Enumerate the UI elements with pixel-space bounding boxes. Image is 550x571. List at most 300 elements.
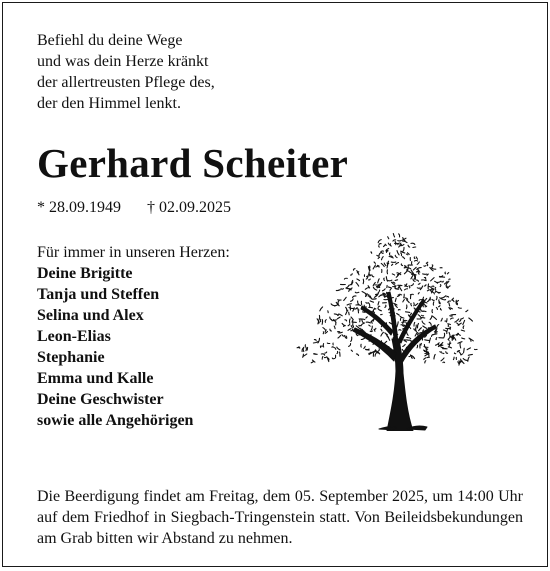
leaf-stroke — [366, 277, 368, 279]
leaf-stroke — [455, 319, 459, 322]
leaf-stroke — [433, 316, 437, 319]
leaf-stroke — [398, 243, 400, 245]
leaf-stroke — [370, 301, 373, 302]
leaf-stroke — [407, 300, 410, 303]
leaf-stroke — [314, 340, 316, 341]
leaf-stroke — [346, 307, 347, 311]
leaf-stroke — [448, 347, 451, 348]
leaf-stroke — [426, 262, 428, 263]
leaf-stroke — [424, 266, 426, 267]
leaf-stroke — [342, 323, 345, 325]
leaf-stroke — [425, 352, 429, 353]
leaf-stroke — [348, 324, 350, 325]
leaf-stroke — [458, 308, 461, 309]
leaf-stroke — [349, 312, 350, 315]
leaf-stroke — [411, 243, 415, 244]
leaf-stroke — [414, 329, 416, 331]
leaf-stroke — [424, 358, 426, 360]
mourner-name: Selina und Alex — [37, 305, 230, 326]
leaf-stroke — [416, 328, 417, 332]
leaf-stroke — [372, 275, 374, 277]
leaf-stroke — [351, 274, 353, 275]
leaf-stroke — [348, 329, 351, 331]
leaf-stroke — [406, 254, 407, 255]
leaf-stroke — [421, 343, 422, 345]
leaf-stroke — [458, 323, 461, 325]
leaf-stroke — [418, 293, 419, 294]
leaf-stroke — [413, 247, 416, 248]
leaf-stroke — [381, 329, 382, 331]
leaf-stroke — [386, 277, 387, 281]
leaf-stroke — [325, 320, 326, 323]
leaf-stroke — [393, 286, 396, 287]
leaf-stroke — [462, 338, 465, 339]
leaf-stroke — [390, 288, 392, 290]
mourner-name: sowie alle Angehörigen — [37, 410, 230, 431]
leaf-stroke — [448, 286, 450, 288]
leaf-stroke — [356, 354, 358, 356]
leaf-stroke — [361, 323, 364, 326]
leaf-stroke — [403, 241, 407, 242]
leaf-stroke — [466, 310, 468, 312]
poem-line: der allertreusten Pflege des, — [37, 72, 215, 93]
leaf-stroke — [332, 358, 334, 359]
leaf-stroke — [374, 328, 375, 329]
leaf-stroke — [429, 322, 431, 325]
leaf-stroke — [379, 244, 381, 245]
leaf-stroke — [364, 346, 365, 348]
leaf-stroke — [408, 245, 410, 247]
leaf-stroke — [383, 289, 386, 291]
life-dates — [37, 199, 253, 217]
leaf-stroke — [369, 303, 370, 307]
leaf-stroke — [334, 326, 335, 329]
leaf-stroke — [432, 300, 434, 301]
leaf-stroke — [371, 252, 372, 253]
funeral-notice: Die Beerdigung findet am Freitag, dem 05. September 2025, um 14:00 Uhr auf dem Friedhof in Siegbach-Tringenstein statt. Von Beileidsbekundungen am Grab bitten wir Abstand zu nehmen. — [37, 486, 523, 549]
leaf-stroke — [323, 332, 324, 334]
leaf-stroke — [425, 340, 430, 341]
leaf-stroke — [446, 352, 448, 354]
leaf-stroke — [357, 279, 360, 281]
leaf-stroke — [407, 269, 408, 271]
leaf-stroke — [369, 325, 370, 326]
leaf-stroke — [441, 318, 442, 321]
leaf-stroke — [431, 291, 432, 293]
leaf-stroke — [415, 304, 418, 306]
mourner-name: Tanja und Steffen — [37, 284, 230, 305]
leaf-stroke — [337, 352, 338, 354]
leaf-stroke — [366, 317, 367, 318]
leaf-stroke — [306, 347, 307, 351]
leaf-stroke — [372, 299, 376, 300]
leaf-stroke — [430, 316, 432, 320]
leaf-stroke — [379, 253, 381, 257]
leaf-stroke — [320, 319, 321, 321]
leaf-stroke — [303, 354, 304, 357]
leaf-stroke — [448, 339, 449, 340]
leaf-stroke — [350, 319, 351, 323]
leaf-stroke — [461, 330, 464, 331]
leaf-stroke — [382, 257, 384, 260]
deceased-name: Gerhard Scheiter — [37, 139, 348, 187]
leaf-stroke — [369, 352, 371, 353]
leaf-stroke — [416, 280, 418, 281]
leaf-stroke — [353, 269, 355, 271]
leaf-stroke — [411, 275, 413, 279]
leaf-stroke — [352, 322, 356, 323]
leaf-stroke — [439, 306, 440, 307]
leaf-stroke — [356, 283, 359, 287]
leaf-stroke — [373, 287, 376, 290]
leaf-stroke — [349, 308, 354, 309]
leaf-stroke — [424, 350, 426, 351]
leaf-stroke — [436, 296, 437, 299]
leaf-stroke — [388, 237, 389, 239]
leaf-stroke — [351, 350, 352, 351]
leaf-stroke — [446, 328, 451, 329]
leaf-stroke — [407, 338, 411, 339]
leaf-stroke — [458, 342, 462, 344]
leaf-stroke — [351, 317, 353, 320]
leaf-stroke — [337, 347, 340, 350]
leaf-stroke — [460, 343, 461, 348]
leaf-stroke — [353, 296, 357, 297]
leaf-stroke — [452, 336, 453, 340]
leaf-stroke — [327, 343, 330, 344]
leaf-stroke — [463, 326, 464, 329]
leaf-stroke — [338, 335, 341, 338]
tree-illustration — [295, 231, 483, 431]
leaf-stroke — [336, 290, 340, 291]
leaf-stroke — [442, 353, 444, 354]
leaf-stroke — [442, 281, 443, 282]
leaf-stroke — [398, 310, 400, 311]
leaf-stroke — [397, 322, 398, 327]
leaf-stroke — [449, 337, 451, 339]
leaf-stroke — [335, 348, 336, 350]
leaf-stroke — [401, 253, 402, 256]
leaf-stroke — [331, 304, 335, 306]
leaf-stroke — [374, 308, 376, 309]
leaf-stroke — [435, 291, 436, 293]
mourner-name: Stephanie — [37, 347, 230, 368]
leaf-stroke — [392, 274, 394, 275]
leaf-stroke — [390, 244, 391, 246]
leaf-stroke — [321, 354, 324, 355]
leaf-stroke — [365, 288, 369, 290]
leaf-stroke — [418, 283, 420, 284]
leaf-stroke — [325, 330, 326, 332]
leaf-stroke — [378, 279, 380, 283]
mourner-name: Deine Brigitte — [37, 263, 230, 284]
leaf-stroke — [403, 300, 405, 302]
leaf-stroke — [406, 305, 407, 309]
leaf-stroke — [468, 354, 472, 355]
leaf-stroke — [386, 251, 387, 252]
leaf-stroke — [393, 240, 396, 241]
birth-date: * 28.09.1949 — [37, 199, 121, 216]
leaf-stroke — [440, 352, 442, 353]
leaf-stroke — [347, 304, 351, 305]
leaf-stroke — [440, 285, 441, 287]
leaf-stroke — [397, 314, 400, 316]
leaf-stroke — [431, 278, 435, 281]
leaf-stroke — [409, 268, 411, 269]
leaf-stroke — [379, 246, 380, 247]
leaf-stroke — [417, 345, 418, 348]
leaf-stroke — [346, 285, 349, 288]
leaf-stroke — [344, 278, 347, 279]
leaf-stroke — [381, 332, 384, 336]
leaf-stroke — [382, 252, 384, 253]
leaf-stroke — [415, 261, 418, 262]
leaf-stroke — [374, 262, 375, 263]
leaf-stroke — [400, 287, 402, 291]
leaf-stroke — [424, 277, 425, 278]
leaf-stroke — [406, 312, 410, 313]
leaf-stroke — [463, 359, 467, 361]
leaf-stroke — [443, 330, 446, 332]
leaf-stroke — [419, 300, 422, 301]
leaf-stroke — [356, 305, 361, 306]
leaf-stroke — [373, 265, 375, 269]
leaf-stroke — [319, 315, 320, 319]
leaf-stroke — [349, 344, 351, 347]
leaf-stroke — [389, 257, 392, 258]
leaf-stroke — [371, 326, 372, 330]
leaf-stroke — [411, 284, 413, 286]
leaf-stroke — [318, 338, 320, 343]
leaf-stroke — [368, 294, 370, 295]
leaf-stroke — [410, 313, 412, 315]
leaf-stroke — [388, 243, 389, 245]
leaf-stroke — [324, 357, 326, 358]
leaf-stroke — [395, 255, 397, 257]
leaf-stroke — [345, 320, 347, 321]
leaf-stroke — [320, 307, 323, 311]
leaf-stroke — [341, 289, 343, 290]
leaf-stroke — [344, 297, 347, 300]
leaf-stroke — [388, 287, 390, 288]
leaf-stroke — [404, 341, 407, 342]
leaf-stroke — [458, 351, 461, 355]
leaf-stroke — [384, 263, 386, 266]
leaf-stroke — [396, 263, 399, 265]
leaf-stroke — [422, 315, 424, 316]
leaf-stroke — [423, 326, 427, 328]
leaf-stroke — [424, 285, 426, 286]
leaf-stroke — [445, 272, 446, 274]
leaf-stroke — [440, 308, 441, 310]
leaf-stroke — [404, 294, 405, 298]
leaf-stroke — [413, 267, 416, 270]
leaf-stroke — [370, 331, 372, 332]
leaf-stroke — [378, 257, 380, 258]
leaf-stroke — [355, 292, 359, 293]
leaf-stroke — [373, 309, 375, 311]
leaf-stroke — [403, 326, 405, 327]
leaf-stroke — [414, 303, 415, 306]
leaf-stroke — [449, 279, 450, 280]
leaf-stroke — [337, 317, 340, 319]
leaf-stroke — [360, 319, 365, 320]
leaf-stroke — [330, 317, 332, 320]
leaf-stroke — [397, 251, 399, 255]
leaf-stroke — [355, 308, 357, 310]
mourner-name: Deine Geschwister — [37, 389, 230, 410]
leaf-stroke — [422, 321, 425, 324]
leaf-stroke — [425, 306, 427, 307]
leaf-stroke — [417, 262, 419, 264]
leaf-stroke — [453, 357, 454, 359]
leaf-stroke — [378, 349, 379, 351]
leaf-stroke — [437, 281, 441, 282]
leaf-stroke — [406, 284, 407, 286]
poem — [37, 30, 215, 114]
poem-line: der den Himmel lenkt. — [37, 93, 215, 114]
leaf-stroke — [436, 338, 437, 340]
leaf-stroke — [378, 306, 380, 307]
leaf-stroke — [425, 361, 426, 363]
leaf-stroke — [338, 301, 339, 305]
leaf-stroke — [412, 262, 413, 266]
leaf-stroke — [407, 332, 408, 335]
leaf-stroke — [419, 328, 422, 331]
leaf-stroke — [448, 301, 451, 303]
leaf-stroke — [417, 323, 418, 328]
leaf-stroke — [399, 234, 400, 237]
leaf-stroke — [408, 253, 410, 255]
leaf-stroke — [395, 242, 396, 245]
leaf-stroke — [375, 352, 377, 356]
leaf-stroke — [427, 274, 428, 275]
leaf-stroke — [459, 319, 461, 321]
leaf-stroke — [322, 356, 323, 359]
leaf-stroke — [448, 324, 451, 325]
leaf-stroke — [432, 286, 434, 287]
mourners-list — [37, 242, 230, 431]
leaf-stroke — [432, 265, 433, 267]
leaf-stroke — [469, 318, 473, 321]
leaf-stroke — [426, 298, 427, 300]
leaf-stroke — [464, 348, 465, 352]
leaf-stroke — [447, 296, 449, 297]
leaf-stroke — [405, 298, 408, 299]
leaf-stroke — [401, 264, 402, 266]
leaf-stroke — [369, 279, 371, 280]
poem-line: und was dein Herze kränkt — [37, 51, 215, 72]
mourner-name: Leon-Elias — [37, 326, 230, 347]
leaf-stroke — [461, 318, 464, 319]
leaf-stroke — [359, 325, 361, 326]
leaf-stroke — [393, 234, 394, 237]
leaf-stroke — [433, 302, 434, 305]
leaf-stroke — [404, 266, 405, 268]
leaf-stroke — [427, 299, 429, 302]
poem-line: Befiehl du deine Wege — [37, 30, 215, 51]
leaf-stroke — [400, 318, 401, 321]
leaf-stroke — [423, 311, 426, 312]
leaf-stroke — [342, 335, 344, 336]
mourner-name: Emma und Kalle — [37, 368, 230, 389]
leaf-stroke — [451, 318, 454, 319]
leaf-stroke — [378, 240, 381, 243]
leaf-stroke — [366, 302, 369, 303]
leaf-stroke — [377, 287, 379, 288]
leaf-stroke — [447, 330, 448, 334]
death-date: † 02.09.2025 — [147, 199, 231, 216]
leaf-stroke — [385, 305, 386, 307]
leaf-stroke — [414, 322, 415, 326]
leaf-stroke — [395, 280, 398, 281]
leaf-stroke — [454, 353, 455, 354]
leaf-stroke — [444, 333, 445, 338]
leaf-stroke — [330, 329, 332, 331]
leaf-stroke — [441, 299, 446, 300]
leaf-stroke — [435, 288, 436, 290]
leaf-stroke — [325, 352, 327, 353]
leaf-stroke — [379, 284, 381, 285]
leaf-stroke — [371, 322, 372, 324]
leaf-stroke — [409, 286, 410, 288]
leaf-stroke — [378, 290, 380, 293]
leaf-stroke — [366, 322, 370, 323]
leaf-stroke — [378, 302, 379, 305]
leaf-stroke — [467, 348, 470, 350]
leaf-stroke — [361, 338, 365, 340]
leaf-stroke — [379, 295, 382, 297]
leaf-stroke — [351, 299, 354, 302]
leaf-stroke — [384, 245, 385, 246]
leaf-stroke — [384, 278, 385, 280]
leaf-stroke — [447, 273, 448, 274]
leaf-stroke — [405, 289, 408, 290]
leaf-stroke — [434, 355, 435, 360]
leaf-stroke — [403, 345, 406, 347]
leaf-stroke — [440, 298, 443, 299]
leaf-stroke — [463, 320, 465, 324]
leaf-stroke — [340, 314, 343, 316]
leaf-stroke — [381, 251, 384, 252]
leaf-stroke — [437, 325, 439, 328]
leaf-stroke — [403, 320, 404, 324]
leaf-stroke — [395, 298, 396, 302]
leaf-stroke — [411, 303, 412, 305]
leaf-stroke — [443, 362, 445, 363]
leaf-stroke — [468, 357, 469, 361]
leaf-stroke — [392, 264, 393, 265]
leaf-stroke — [387, 280, 392, 281]
leaf-stroke — [431, 268, 436, 270]
leaf-stroke — [351, 337, 352, 341]
leaf-stroke — [449, 303, 450, 306]
leaf-stroke — [441, 358, 444, 361]
leaf-stroke — [409, 327, 410, 329]
leaf-stroke — [367, 276, 371, 277]
leaf-stroke — [399, 330, 401, 331]
leaf-stroke — [416, 257, 417, 259]
leaf-stroke — [334, 314, 337, 315]
leaf-stroke — [414, 257, 415, 259]
leaf-stroke — [409, 355, 411, 357]
leaf-stroke — [378, 309, 381, 311]
leaf-stroke — [403, 247, 404, 251]
leaf-stroke — [436, 307, 437, 309]
leaf-stroke — [433, 334, 437, 335]
mourners-intro: Für immer in unseren Herzen: — [37, 242, 230, 263]
leaf-stroke — [362, 292, 365, 294]
